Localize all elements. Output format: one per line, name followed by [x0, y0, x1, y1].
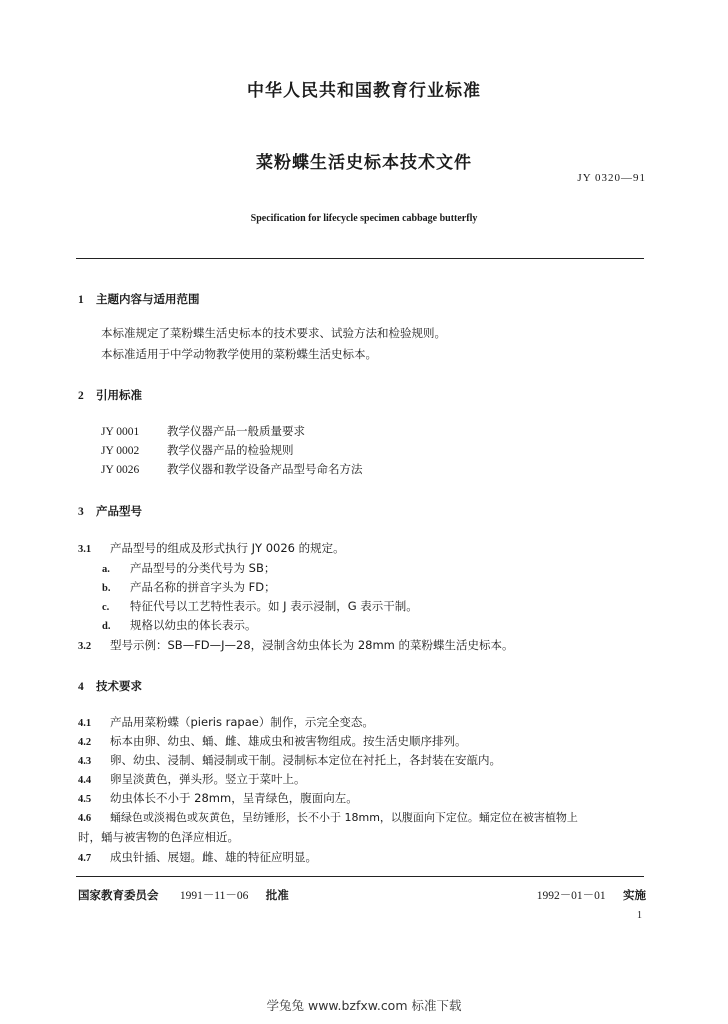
clause-4-7 [78, 849, 317, 865]
page-number: 1 [637, 910, 642, 921]
clause-3-2 [78, 637, 514, 653]
list-item [102, 617, 257, 633]
clause-4-1 [78, 714, 374, 730]
reference-code: JY 0026 [101, 464, 140, 476]
standard-category-heading: 中华人民共和国教育行业标准 [247, 81, 481, 101]
reference-item [101, 423, 305, 439]
clause-text: 蛹绿色或淡褐色或灰黄色，呈纺锤形，长不小于 18mm，以腹面向下定位。蛹定位在被害植物上 [110, 811, 578, 824]
clause-text: 标本由卵、幼虫、蛹、雌、雄成虫和被害物组成。按生活史顺序排列。 [110, 734, 467, 748]
paragraph: 本标准规定了菜粉蝶生活史标本的技术要求、试验方法和检验规则。 [101, 326, 446, 340]
approval-label: 批准 [265, 888, 289, 902]
reference-title: 教学仪器和教学设备产品型号命名方法 [167, 462, 363, 476]
section-title: 产品型号 [96, 504, 142, 518]
watermark-text: 学兔兔 www.bzfxw.com 标准下载 [266, 998, 462, 1013]
list-text: 规格以幼虫的体长表示。 [130, 618, 257, 632]
document-title: 菜粉蝶生活史标本技术文件 [256, 153, 472, 173]
section-title: 引用标准 [96, 388, 142, 402]
top-divider [76, 258, 644, 259]
reference-code: JY 0001 [101, 426, 140, 438]
section-number: 3 [78, 506, 84, 518]
clause-text: 产品用菜粉蝶（pieris rapae）制作，示完全变态。 [110, 715, 374, 729]
list-label: d. [102, 621, 111, 632]
clause-number: 3.2 [78, 641, 92, 652]
implementation-date: 1992－01－01 [536, 890, 606, 902]
clause-number: 4.7 [78, 853, 92, 864]
section-number: 2 [78, 390, 84, 402]
section-title: 技术要求 [96, 679, 142, 693]
list-item [102, 579, 276, 595]
clause-4-6-continuation: 时，蛹与被害物的色泽应相近。 [78, 830, 239, 844]
clause-4-6 [78, 809, 578, 825]
clause-3-1 [78, 540, 345, 556]
reference-item [101, 442, 294, 458]
english-subtitle: Specification for lifecycle specimen cabbage butterfly [250, 213, 478, 224]
reference-item [101, 461, 363, 477]
clause-text: 产品型号的组成及形式执行 JY 0026 的规定。 [110, 541, 345, 555]
list-item [102, 598, 418, 614]
list-text: 产品型号的分类代号为 SB； [130, 561, 276, 575]
clause-4-5 [78, 790, 358, 806]
list-label: a. [102, 564, 110, 575]
clause-4-2 [78, 733, 467, 749]
reference-title: 教学仪器产品的检验规则 [167, 443, 294, 457]
section-number: 4 [78, 681, 84, 693]
list-label: b. [102, 583, 111, 594]
paragraph: 本标准适用于中学动物教学使用的菜粉蝶生活史标本。 [101, 347, 377, 361]
list-text: 特征代号以工艺特性表示。如 J 表示浸制，G 表示干制。 [130, 599, 418, 613]
clause-number: 4.3 [78, 756, 92, 767]
clause-text: 幼虫体长不小于 28mm，呈青绿色，腹面向左。 [110, 791, 358, 805]
implementation-line [537, 887, 646, 903]
section-title: 主题内容与适用范围 [96, 292, 200, 306]
clause-text: 卵、幼虫、浸制、蛹浸制或干制。浸制标本定位在衬托上，各封装在安瓿内。 [110, 753, 501, 767]
clause-text: 卵呈淡黄色，弹头形。竖立于菜叶上。 [110, 772, 306, 786]
section-1-heading [78, 291, 200, 307]
clause-number: 4.1 [78, 718, 92, 729]
standard-code: JY 0320—91 [577, 172, 646, 184]
approval-date: 1991－11－06 [179, 890, 249, 902]
footer-divider [76, 876, 644, 877]
list-label: c. [102, 602, 110, 613]
approving-authority: 国家教育委员会 [78, 888, 159, 902]
clause-number: 3.1 [78, 544, 92, 555]
clause-number: 4.4 [78, 775, 92, 786]
list-text: 产品名称的拼音字头为 FD； [130, 580, 276, 594]
clause-text: 型号示例：SB—FD—J—28，浸制含幼虫体长为 28mm 的菜粉蝶生活史标本。 [110, 638, 514, 652]
clause-4-3 [78, 752, 501, 768]
list-item [102, 560, 275, 576]
section-4-heading [78, 678, 142, 694]
reference-title: 教学仪器产品一般质量要求 [167, 424, 305, 438]
clause-4-4 [78, 771, 306, 787]
reference-code: JY 0002 [101, 445, 140, 457]
section-3-heading [78, 503, 142, 519]
clause-number: 4.6 [78, 813, 92, 824]
clause-number: 4.2 [78, 737, 92, 748]
clause-number: 4.5 [78, 794, 92, 805]
section-2-heading [78, 387, 142, 403]
implementation-label: 实施 [623, 888, 646, 902]
section-number: 1 [78, 294, 84, 306]
approval-line [78, 887, 289, 903]
clause-text: 成虫针插、展翅。雌、雄的特征应明显。 [110, 850, 317, 864]
